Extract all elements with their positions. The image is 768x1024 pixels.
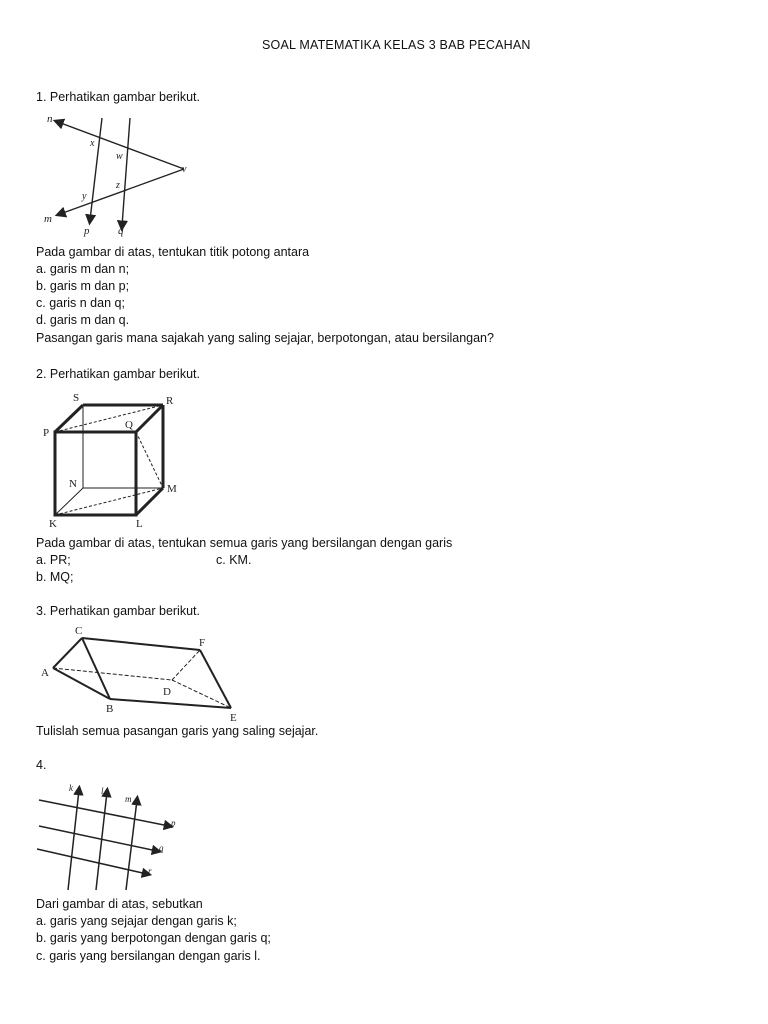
cube-front-face <box>55 432 136 515</box>
label-p: p <box>84 225 90 237</box>
label-A: A <box>41 667 49 679</box>
edge-PS <box>55 405 83 432</box>
q1-heading: 1. Perhatikan gambar berikut. <box>36 90 200 104</box>
diagonal-PR <box>55 405 163 432</box>
line-k <box>68 790 79 890</box>
q2-prompt: Pada gambar di atas, tentukan semua garis yang bersilangan dengan garis <box>36 536 453 550</box>
edge-DF <box>172 650 200 680</box>
q1-item-b: b. garis m dan p; <box>36 279 130 293</box>
q4-item-c: c. garis yang bersilangan dengan garis l. <box>36 949 261 963</box>
label-M: M <box>167 483 177 495</box>
label-L: L <box>136 518 143 530</box>
label-P: P <box>43 427 50 439</box>
q1-item-d: d. garis m dan q. <box>36 313 130 327</box>
label-q: q <box>159 843 164 853</box>
label-N: N <box>69 478 77 490</box>
q2-item-b: b. MQ; <box>36 570 74 584</box>
label-z: z <box>116 180 120 191</box>
line-p <box>90 118 102 220</box>
edge-FE <box>200 650 231 708</box>
label-r: r <box>148 866 152 876</box>
label-C: C <box>75 625 83 637</box>
page-title: SOAL MATEMATIKA KELAS 3 BAB PECAHAN <box>262 38 531 52</box>
label-p: p <box>171 818 176 828</box>
q4-lines-figure <box>34 778 194 898</box>
line-l <box>96 792 107 890</box>
edge-QR <box>136 405 163 432</box>
line-m <box>60 169 184 214</box>
label-D: D <box>163 686 171 698</box>
q1-item-a: a. garis m dan n; <box>36 262 130 276</box>
edge-AC <box>53 638 82 668</box>
q1-item-c: c. garis n dan q; <box>36 296 125 310</box>
q3-heading: 3. Perhatikan gambar berikut. <box>36 604 200 618</box>
label-y: y <box>82 191 87 202</box>
label-K: K <box>49 518 57 530</box>
q4-heading: 4. <box>36 758 47 772</box>
line-q <box>122 118 130 226</box>
q4-prompt: Dari gambar di atas, sebutkan <box>36 897 203 911</box>
label-E: E <box>230 712 237 724</box>
q2-cube-figure <box>40 390 200 530</box>
label-S: S <box>73 392 80 404</box>
line-q <box>39 826 157 851</box>
label-q: q <box>118 225 124 237</box>
q1-figure <box>36 108 236 238</box>
label-F: F <box>199 637 206 649</box>
label-Q: Q <box>125 419 133 431</box>
label-R: R <box>166 395 174 407</box>
label-k: k <box>69 783 73 793</box>
edge-LM <box>136 488 163 515</box>
label-w: w <box>116 151 123 162</box>
label-B: B <box>106 703 114 715</box>
diagonal-KM <box>55 488 163 515</box>
q2-item-c: c. KM. <box>216 553 252 567</box>
q4-item-a: a. garis yang sejajar dengan garis k; <box>36 914 237 928</box>
label-l: l <box>101 786 104 796</box>
label-n: n <box>47 113 53 125</box>
edge-CB <box>82 638 110 699</box>
label-x: x <box>90 138 95 149</box>
label-v: v <box>182 164 187 175</box>
label-m: m <box>44 213 52 225</box>
q1-question: Pasangan garis mana sajakah yang saling sejajar, berpotongan, atau bersilangan? <box>36 331 494 345</box>
q4-item-b: b. garis yang berpotongan dengan garis q; <box>36 931 271 945</box>
q2-item-a: a. PR; <box>36 553 71 567</box>
edge-CF <box>82 638 200 650</box>
label-m: m <box>125 794 132 804</box>
q3-prism-figure <box>38 624 258 724</box>
edge-BE <box>110 699 231 708</box>
q1-prompt: Pada gambar di atas, tentukan titik potong antara <box>36 245 310 259</box>
q2-heading: 2. Perhatikan gambar berikut. <box>36 367 200 381</box>
edge-KN <box>55 488 83 515</box>
q3-question: Tulislah semua pasangan garis yang saling sejajar. <box>36 724 319 738</box>
diagonal-MQ <box>136 432 163 488</box>
